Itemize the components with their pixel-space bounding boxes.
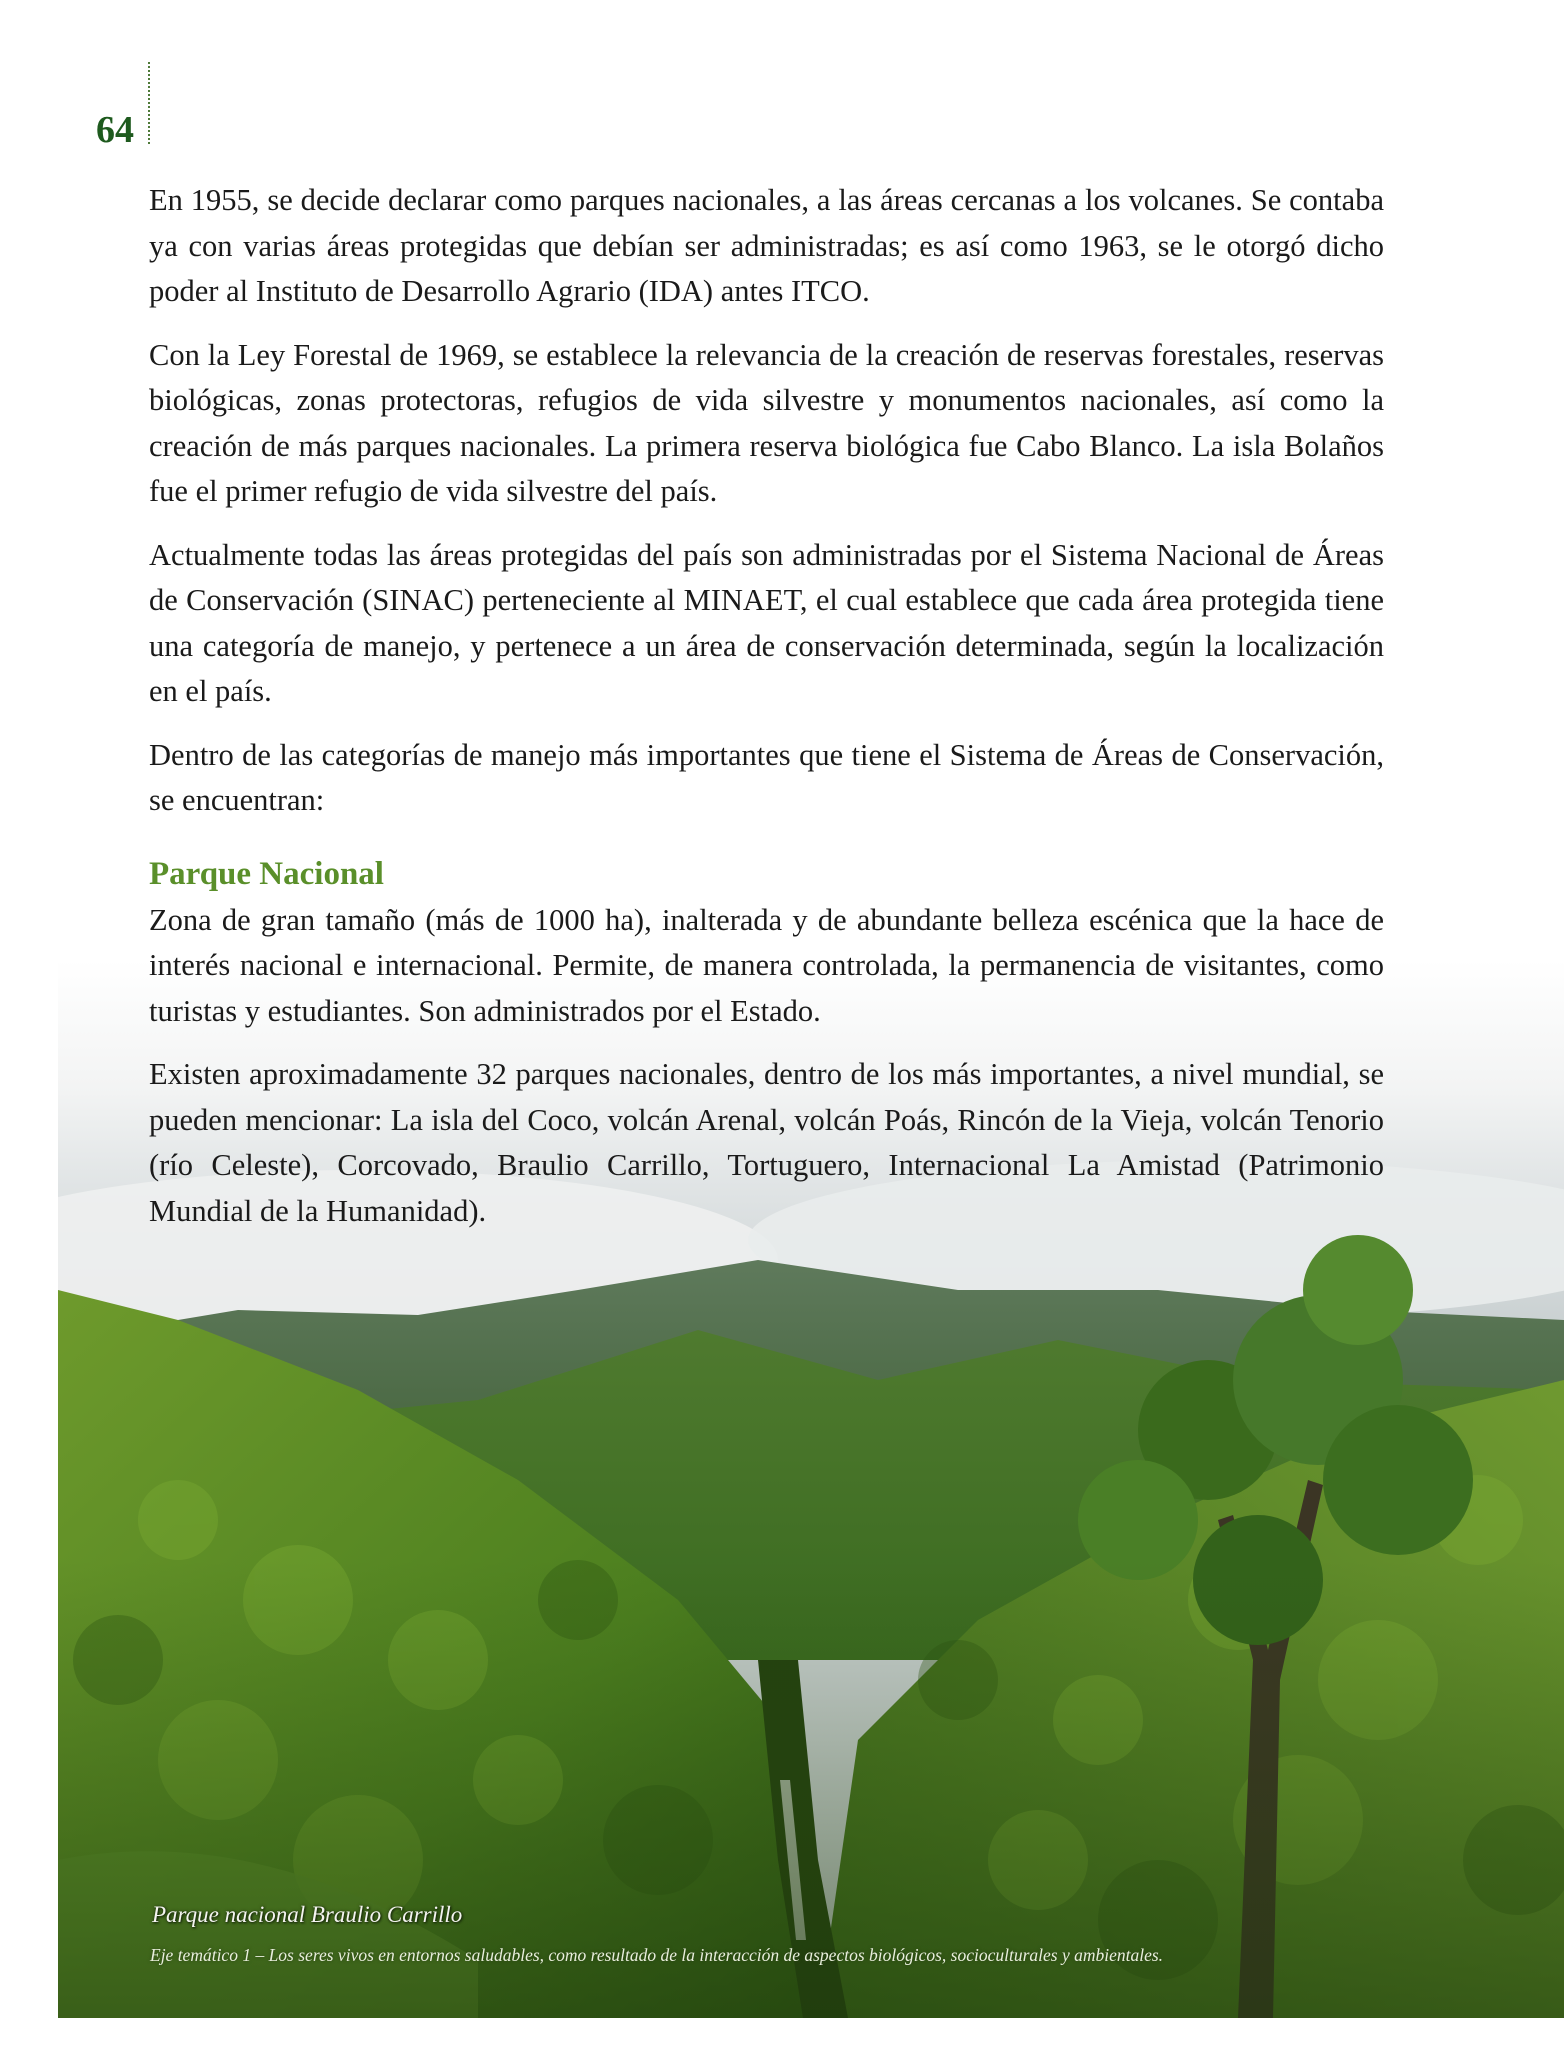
paragraph: Dentro de las categorías de manejo más importantes que tiene el Sistema de Áreas de Conservación, se encuentran: (149, 737, 1384, 817)
paragraph: Existen aproximadamente 32 parques nacionales, dentro de los más importantes, a nivel mundial, se pueden mencionar: La isla del Coco, volcán Arenal, volcán Poás, Rincón de la Vieja, volcán Tenorio (río Celeste), Corcovado, Braulio Carrillo, Tortuguero, Internacional La Amistad (Patrimonio Mundial de la Humanidad). (149, 1057, 1384, 1228)
running-footer: Eje temático 1 – Los seres vivos en entornos saludables, como resultado de la interacción de aspectos biológicos, socioculturales y ambientales. (150, 1945, 1164, 1965)
page-number-divider (148, 62, 150, 144)
paragraph: Zona de gran tamaño (más de 1000 ha), inalterada y de abundante belleza escénica que la hace de interés nacional e internacional. Permite, de manera controlada, la permanencia de visitantes, como turistas y estudiantes. Son administrados por el Estado. (149, 902, 1384, 1028)
paragraph: Con la Ley Forestal de 1969, se establece la relevancia de la creación de reservas forestales, reservas biológicas, zonas protectoras, refugios de vida silvestre y monumentos nacionales, así como la creación de más parques nacionales. La primera reserva biológica fue Cabo Blanco. La isla Bolaños fue el primer refugio de vida silvestre del país. (149, 337, 1384, 508)
body-text (149, 178, 1384, 1252)
page-number: 64 (96, 109, 134, 151)
paragraph: En 1955, se decide declarar como parques nacionales, a las áreas cercanas a los volcanes. Se contaba ya con varias áreas protegidas que debían ser administradas; es así como 1963, se le otorgó dicho poder al Instituto de Desarrollo Agrario (IDA) antes ITCO. (149, 183, 1384, 308)
paragraph: Actualmente todas las áreas protegidas del país son administradas por el Sistema Nacional de Áreas de Conservación (SINAC) perteneciente al MINAET, el cual establece que cada área protegida tiene una categoría de manejo, y pertenece a un área de conservación determinada, según la localización en el país. (149, 537, 1384, 708)
photo-caption: Parque nacional Braulio Carrillo (152, 1902, 463, 1927)
section-heading: Parque Nacional (149, 855, 384, 892)
